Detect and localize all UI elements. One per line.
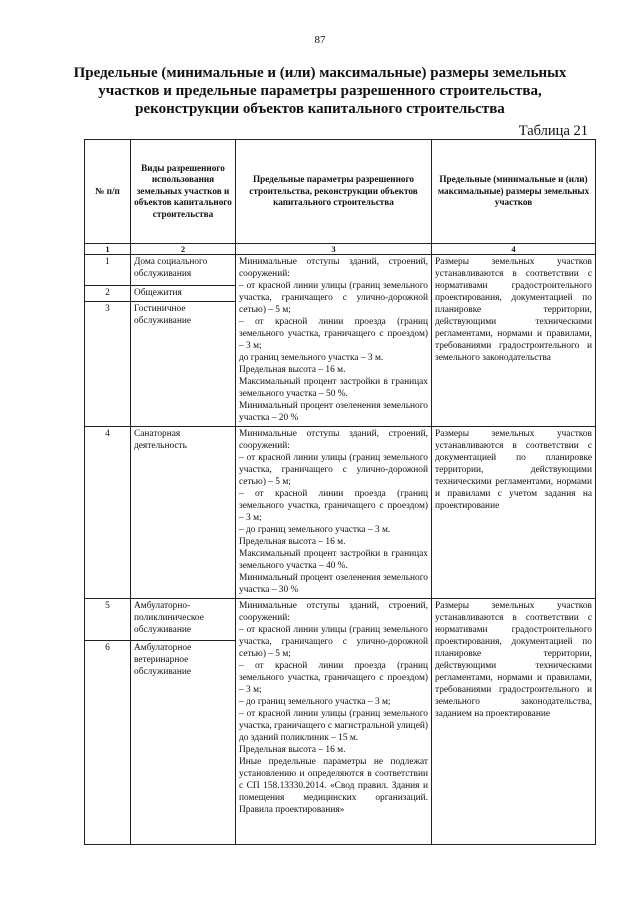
column-number: 2 — [131, 244, 236, 255]
column-number: 4 — [432, 244, 596, 255]
param-line: Предельная высота – 16 м. — [239, 365, 346, 375]
header-sizes: Предельные (минимальные и (или) максимальные) размеры земельных участков — [432, 140, 596, 244]
table-row — [85, 599, 596, 641]
params-cell — [236, 599, 432, 845]
page-number: 87 — [314, 34, 326, 46]
param-line: – до границ земельного участка – 3 м. — [239, 525, 391, 535]
row-number: 4 — [85, 427, 131, 599]
param-line: Предельная высота – 16 м. — [239, 745, 346, 755]
param-line: Максимальный процент застройки в границах земельного участка – 40 %. — [239, 549, 428, 571]
row-number: 5 — [85, 599, 131, 641]
param-line: – от красной линии улицы (границ земельного участка, граничащего с улично-дорожной сетью) – 5 м; — [239, 453, 428, 487]
param-line: – от красной линии улицы (границ земельного участка, граничащего с магистральной улицей) до зданий поликлиник – 15 м. — [239, 709, 428, 743]
use-type: Амбулаторно-поликлиническое обслуживание — [131, 599, 236, 641]
param-line: до границ земельного участка – 3 м. — [239, 353, 384, 363]
column-number-row — [85, 244, 596, 255]
column-number: 1 — [85, 244, 131, 255]
param-line: Минимальные отступы зданий, строений, сооружений: — [239, 429, 428, 451]
table-caption: Таблица 21 — [518, 123, 588, 139]
sizes-cell: Размеры земельных участков устанавливаются в соответствии с документацией по планировке территории, действующими техническими регламентами, нормами и правилами с учетом задания на проектирование — [432, 427, 596, 599]
header-params: Предельные параметры разрешенного строительства, реконструкции объектов капитального строительства — [236, 140, 432, 244]
param-line: Предельная высота – 16 м. — [239, 537, 346, 547]
param-line: Минимальные отступы зданий, строений, сооружений: — [239, 257, 428, 279]
use-type: Амбулаторное ветеринарное обслуживание — [131, 641, 236, 845]
row-number: 3 — [85, 302, 131, 427]
table-row — [85, 427, 596, 599]
param-line: Минимальные отступы зданий, строений, сооружений: — [239, 601, 428, 623]
table-header-row — [85, 140, 596, 244]
param-line: – от красной линии проезда (границ земельного участка, граничащего с проездом) – 3 м; — [239, 489, 428, 523]
param-line: – от красной линии улицы (границ земельного участка, граничащего с улично-дорожной сетью) – 5 м; — [239, 625, 428, 659]
use-type: Санаторная деятельность — [131, 427, 236, 599]
header-num: № п/п — [85, 140, 131, 244]
param-line: Иные предельные параметры не подлежат установлению и определяются в соответствии с СП 158.13330.2014. «Свод правил. Здания и помещения медицинских организаций. Правила проектирования» — [239, 757, 428, 815]
use-type: Гостиничное обслуживание — [131, 302, 236, 427]
sizes-cell: Размеры земельных участков устанавливаются в соответствии с нормативами градостроительного проектирования, документацией по планировке территории, действующими техническими регламентами, нормами и правилами, требованиями градостроительного и земельного законодательства — [432, 255, 596, 427]
params-cell — [236, 427, 432, 599]
sizes-cell: Размеры земельных участков устанавливаются в соответствии с нормативами градостроительного проектирования, документацией по планировке территории, действующими техническими регламентами, нормами и правилами, требованиями градостроительного и земельного законодательства, заданием на проектирование — [432, 599, 596, 845]
param-line: – от красной линии проезда (границ земельного участка, граничащего с проездом) – 3 м; — [239, 317, 428, 351]
use-type: Общежития — [131, 286, 236, 302]
param-line: Минимальный процент озеленения земельного участка – 20 % — [239, 401, 428, 423]
param-line: Максимальный процент застройки в границах земельного участка – 50 %. — [239, 377, 428, 399]
param-line: – от красной линии улицы (границ земельного участка, граничащего с улично-дорожной сетью) – 5 м; — [239, 281, 428, 315]
row-number: 6 — [85, 641, 131, 845]
param-line: Минимальный процент озеленения земельного участка – 30 % — [239, 573, 428, 595]
column-number: 3 — [236, 244, 432, 255]
param-line: – до границ земельного участка – 3 м; — [239, 697, 391, 707]
params-cell — [236, 255, 432, 427]
parameters-table — [84, 139, 596, 845]
row-number: 2 — [85, 286, 131, 302]
document-title: Предельные (минимальные и (или) максимальные) размеры земельных участков и предельные параметры разрешенного строительства, реконструкции объектов капитального строительства — [73, 65, 567, 117]
table-row — [85, 255, 596, 286]
use-type: Дома социального обслуживания — [131, 255, 236, 286]
header-use: Виды разрешенного использования земельных участков и объектов капитального строительства — [131, 140, 236, 244]
row-number: 1 — [85, 255, 131, 286]
param-line: – от красной линии проезда (границ земельного участка, граничащего с проездом) – 3 м; — [239, 661, 428, 695]
